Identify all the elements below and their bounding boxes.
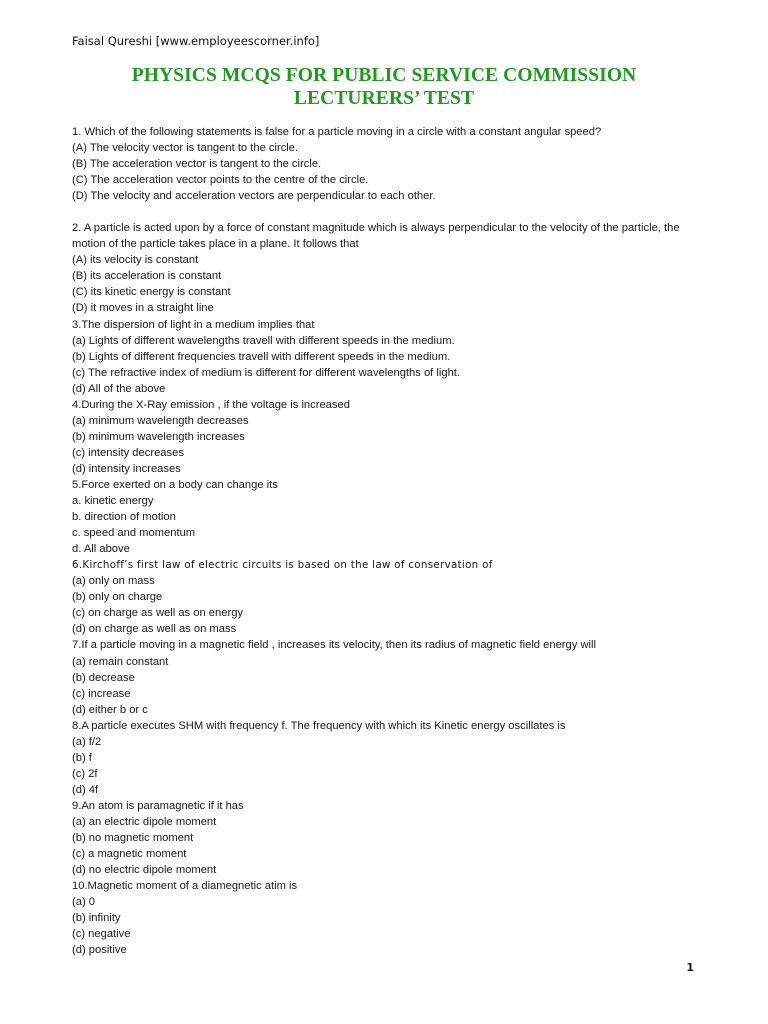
answer-option: (b) only on charge — [72, 591, 163, 604]
question-text: 2. A particle is acted upon by a force of constant magnitude which is always perpendicular to the velocity of the particle, the motion of the particle takes place in a plane. It follows that — [72, 222, 680, 251]
answer-option: (b) minimum wavelength increases — [72, 430, 245, 443]
answer-option: (a) f/2 — [72, 735, 102, 748]
answer-option: (a) minimum wavelength decreases — [72, 414, 249, 427]
questions-list — [72, 124, 712, 958]
answer-option: c. speed and momentum — [72, 527, 196, 540]
page-number: 1 — [686, 961, 694, 974]
question-text: 9.An atom is paramagnetic if it has — [72, 799, 244, 812]
answer-option: (B) its acceleration is constant — [72, 270, 222, 283]
answer-option: (b) infinity — [72, 912, 121, 925]
answer-option: (B) The acceleration vector is tangent to the circle. — [72, 158, 322, 171]
answer-option: (b) Lights of different frequencies travell with different speeds in the medium. — [72, 350, 451, 363]
answer-option: (a) 0 — [72, 896, 96, 909]
answer-option: (c) 2f — [72, 767, 98, 780]
question-text: 10.Magnetic moment of a diamegnetic atim is — [72, 880, 298, 893]
question-3 — [72, 317, 712, 397]
document-title — [40, 64, 728, 110]
answer-option: (C) its kinetic energy is constant — [72, 286, 231, 299]
question-text: 4.During the X-Ray emission , if the voltage is increased — [72, 398, 350, 411]
answer-option: (D) it moves in a straight line — [72, 302, 214, 315]
answer-option: (d) intensity increases — [72, 462, 181, 475]
question-7 — [72, 637, 712, 717]
answer-option: (c) negative — [72, 928, 131, 941]
document-title-line-2: LECTURERS’ TEST — [293, 88, 475, 109]
answer-option: (D) The velocity and acceleration vectors are perpendicular to each other. — [72, 190, 436, 203]
answer-option: (d) All of the above — [72, 382, 166, 395]
answer-option: (a) Lights of different wavelengths travell with different speeds in the medium. — [72, 334, 455, 347]
answer-option: (C) The acceleration vector points to the centre of the circle. — [72, 174, 369, 187]
answer-option: (d) on charge as well as on mass — [72, 623, 237, 636]
question-text: 1. Which of the following statements is false for a particle moving in a circle with a constant angular speed? — [72, 126, 602, 138]
question-1 — [72, 124, 712, 204]
question-text: 6.Kirchoff’s first law of electric circuits is based on the law of conservation of — [72, 559, 493, 572]
answer-option: (d) either b or c — [72, 703, 148, 716]
answer-option: (c) The refractive index of medium is different for different wavelengths of light. — [72, 366, 461, 379]
answer-option: (c) on charge as well as on energy — [72, 607, 244, 620]
question-6 — [72, 557, 712, 637]
answer-option: (c) increase — [72, 687, 131, 700]
page-header-author: Faisal Qureshi [www.employeescorner.info] — [72, 34, 320, 48]
question-text: 3.The dispersion of light in a medium implies that — [72, 318, 315, 331]
answer-option: (c) intensity decreases — [72, 446, 184, 459]
document-title-line-1: PHYSICS MCQS FOR PUBLIC SERVICE COMMISSION — [131, 65, 637, 86]
question-8 — [72, 718, 712, 798]
question-text: 5.Force exerted on a body can change its — [72, 478, 278, 491]
answer-option: b. direction of motion — [72, 511, 176, 524]
answer-option: (A) The velocity vector is tangent to the circle. — [72, 142, 299, 155]
answer-option: (c) a magnetic moment — [72, 848, 187, 861]
answer-option: (a) only on mass — [72, 575, 155, 588]
question-10 — [72, 878, 712, 958]
answer-option: (a) an electric dipole moment — [72, 815, 217, 828]
question-4 — [72, 397, 712, 477]
answer-option: (b) no magnetic moment — [72, 832, 194, 845]
answer-option: (a) remain constant — [72, 655, 169, 668]
answer-option: (d) positive — [72, 944, 127, 957]
question-text: 8.A particle executes SHM with frequency f. The frequency with which its Kinetic energy oscillates is — [72, 719, 566, 732]
answer-option: (b) f — [72, 751, 92, 764]
answer-option: a. kinetic energy — [72, 495, 154, 508]
answer-option: (A) its velocity is constant — [72, 254, 199, 267]
answer-option: (b) decrease — [72, 671, 135, 684]
answer-option: (d) 4f — [72, 783, 99, 796]
question-2 — [72, 220, 712, 316]
question-9 — [72, 798, 712, 878]
answer-option: (d) no electric dipole moment — [72, 864, 217, 877]
question-text: 7.If a particle moving in a magnetic field , increases its velocity, then its radius of magnetic field energy will — [72, 639, 596, 652]
question-5 — [72, 477, 712, 557]
answer-option: d. All above — [72, 543, 130, 556]
